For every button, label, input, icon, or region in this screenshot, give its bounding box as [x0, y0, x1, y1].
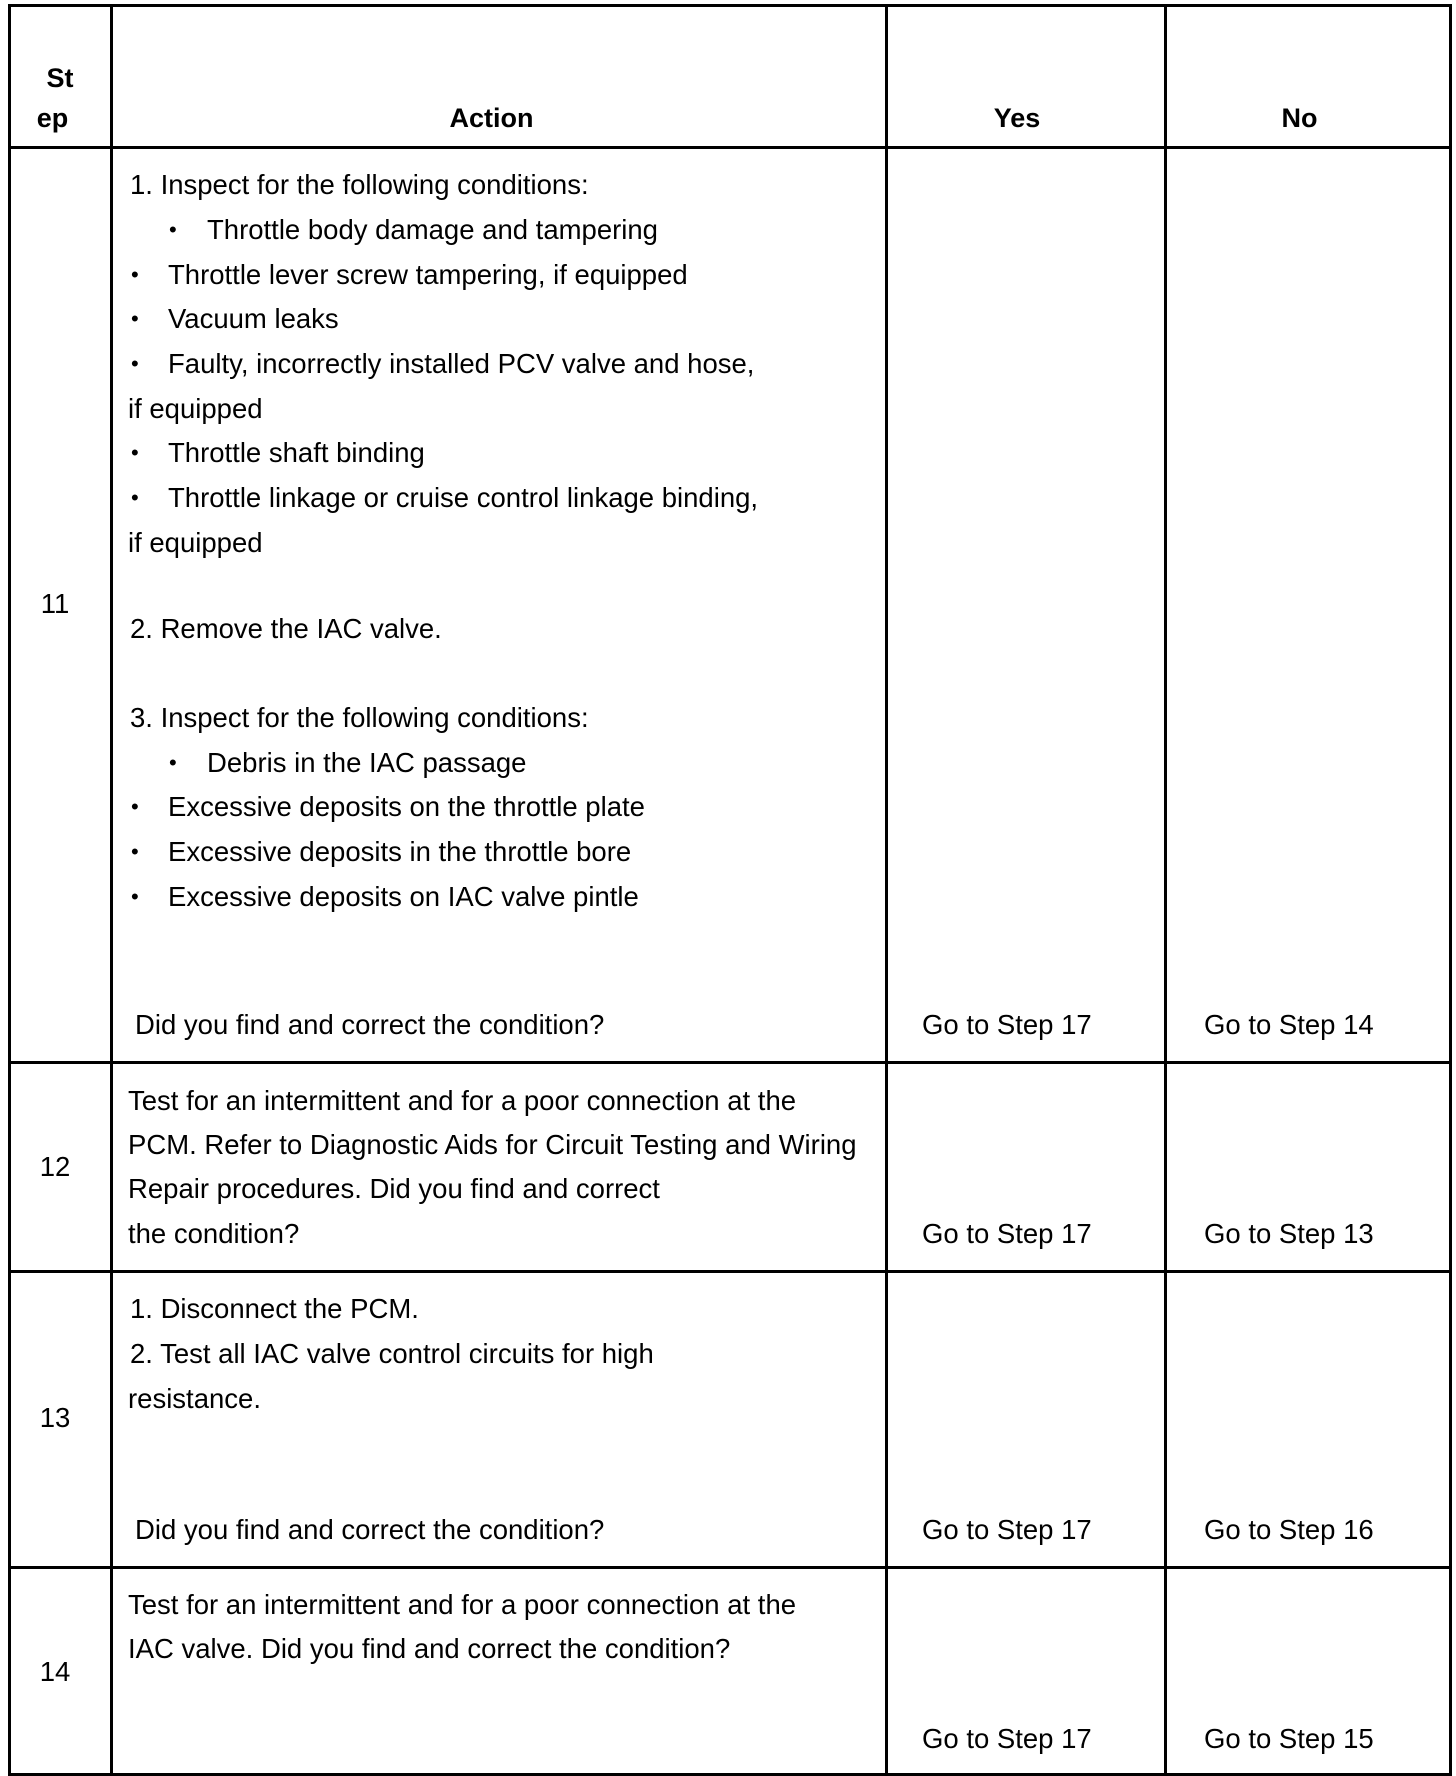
action-line: 3. Inspect for the following conditions: [130, 702, 589, 733]
action-line: Throttle shaft binding [168, 437, 425, 468]
header-step-line2: ep [36, 103, 69, 133]
bullet-icon: • [131, 839, 139, 864]
bullet-icon: • [169, 750, 177, 775]
action-line: Throttle body damage and tampering [207, 214, 658, 245]
bullet-icon: • [131, 351, 139, 376]
action-line: if equipped [128, 393, 263, 424]
table-border-top [8, 4, 1452, 7]
col-divider-action [885, 4, 888, 1776]
action-line: 2. Test all IAC valve control circuits for high [130, 1338, 654, 1369]
table-border-left [8, 4, 11, 1776]
step-number: 11 [40, 588, 70, 619]
action-line: resistance. [128, 1383, 261, 1414]
header-no: No [1281, 103, 1318, 133]
action-line: Repair procedures. Did you find and correct [128, 1173, 660, 1204]
action-line: Excessive deposits on the throttle plate [168, 791, 645, 822]
yes-result: Go to Step 17 [922, 1514, 1092, 1545]
bullet-icon: • [131, 485, 139, 510]
header-step-line1: St [46, 63, 74, 93]
action-line: Throttle linkage or cruise control linkage binding, [168, 482, 759, 513]
header-divider [8, 146, 1452, 149]
header-yes: Yes [993, 103, 1041, 133]
action-line: Vacuum leaks [168, 303, 339, 334]
action-line: IAC valve. Did you find and correct the condition? [128, 1633, 731, 1664]
no-result: Go to Step 15 [1204, 1723, 1374, 1754]
no-result: Go to Step 13 [1204, 1218, 1374, 1249]
action-line: Excessive deposits in the throttle bore [168, 836, 632, 867]
bullet-icon: • [131, 262, 139, 287]
bullet-icon: • [131, 884, 139, 909]
bullet-icon: • [131, 440, 139, 465]
action-line: 2. Remove the IAC valve. [130, 613, 442, 644]
action-line: PCM. Refer to Diagnostic Aids for Circuit Testing and Wiring [128, 1129, 857, 1160]
action-line: 1. Inspect for the following conditions: [130, 169, 589, 200]
action-line: Faulty, incorrectly installed PCV valve and hose, [168, 348, 755, 379]
action-question: Did you find and correct the condition? [135, 1514, 605, 1545]
bullet-icon: • [131, 794, 139, 819]
step-number: 14 [39, 1656, 71, 1687]
yes-result: Go to Step 17 [922, 1009, 1092, 1040]
step-number: 12 [39, 1151, 71, 1182]
table-border-right [1449, 4, 1452, 1776]
yes-result: Go to Step 17 [922, 1723, 1092, 1754]
row-divider-12-13 [8, 1270, 1452, 1273]
action-line: Throttle lever screw tampering, if equipped [168, 259, 688, 290]
action-question: Did you find and correct the condition? [135, 1009, 605, 1040]
row-divider-11-12 [8, 1061, 1452, 1064]
bullet-icon: • [169, 217, 177, 242]
step-number: 13 [39, 1402, 71, 1433]
action-line: Test for an intermittent and for a poor connection at the [128, 1085, 797, 1116]
action-line: the condition? [128, 1218, 300, 1249]
action-line: Test for an intermittent and for a poor connection at the [128, 1589, 797, 1620]
col-divider-yes [1164, 4, 1167, 1776]
action-line: if equipped [128, 527, 263, 558]
action-line: Debris in the IAC passage [207, 747, 527, 778]
bullet-icon: • [131, 306, 139, 331]
row-divider-13-14 [8, 1566, 1452, 1569]
yes-result: Go to Step 17 [922, 1218, 1092, 1249]
no-result: Go to Step 14 [1204, 1009, 1374, 1040]
action-line: 1. Disconnect the PCM. [130, 1293, 419, 1324]
header-action: Action [449, 103, 534, 133]
col-divider-step [110, 4, 113, 1776]
no-result: Go to Step 16 [1204, 1514, 1374, 1545]
action-line: Excessive deposits on IAC valve pintle [168, 881, 639, 912]
